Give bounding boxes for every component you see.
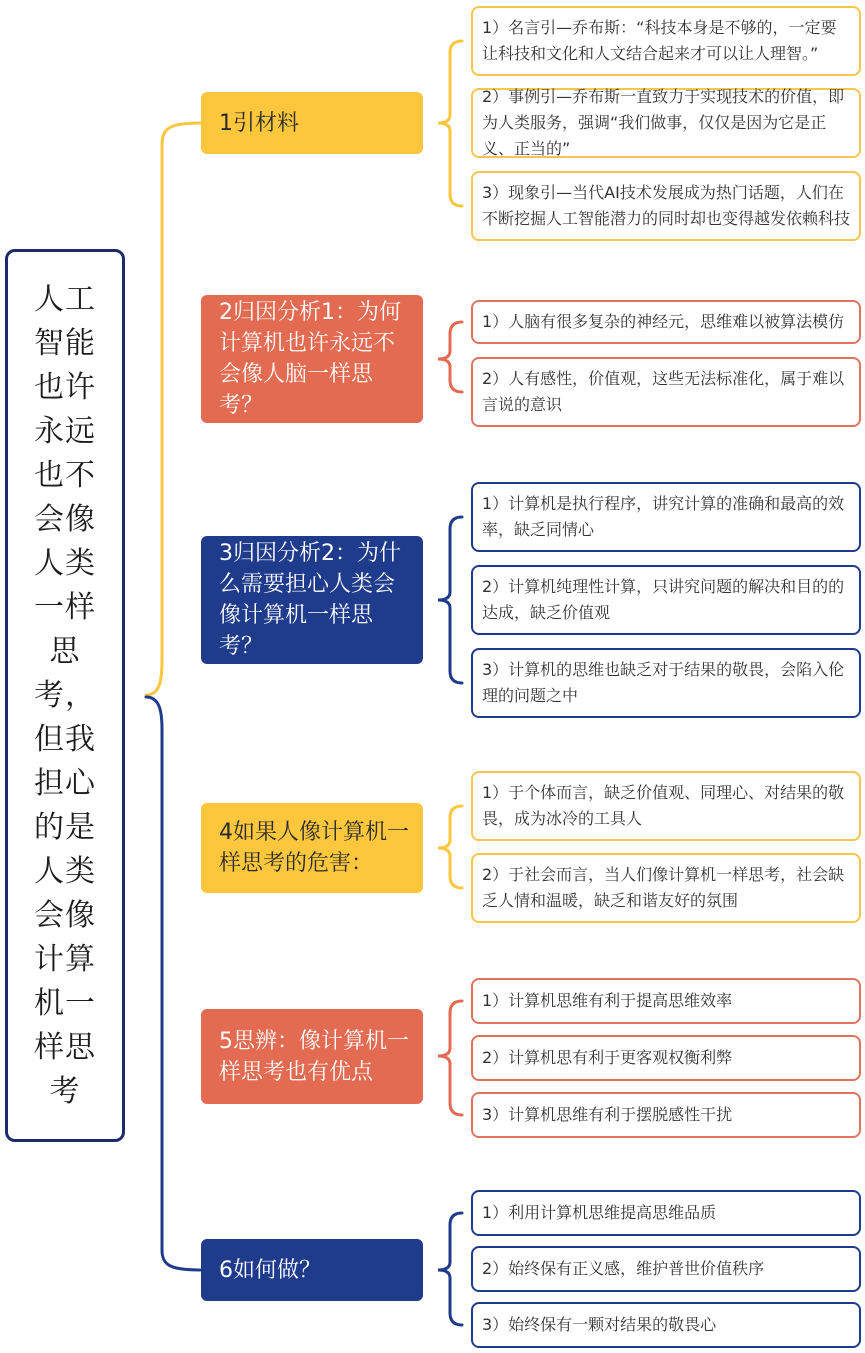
leaf-text: 2）事例引—乔布斯一直致力于实现技术的价值，即为人类服务，强调“我们做事，仅仅是因为它是正义、正当的” (482, 87, 845, 158)
leaf-text: 3）现象引—当代AI技术发展成为热门话题，人们在不断挖掘人工智能潜力的同时却也变得越发依赖科技 (482, 183, 851, 228)
leaf-3-1 (471, 482, 861, 552)
leaf-6-2 (471, 1246, 861, 1292)
connector-root-branch-1 (146, 123, 200, 695)
leaf-5-1 (471, 978, 861, 1024)
root-topic (5, 249, 125, 1142)
branch-2-analysis-1 (201, 295, 423, 423)
leaf-2-2 (471, 357, 861, 427)
leaf-6-3 (471, 1302, 861, 1348)
branch-label: 2归因分析1：为何计算机也许永远不会像人脑一样思考？ (219, 300, 401, 418)
leaf-text: 3）计算机思维有利于摆脱感性干扰 (482, 1105, 733, 1124)
leaf-text: 2）于社会而言，当人们像计算机一样思考，社会缺乏人情和温暖，缺乏和谐友好的氛围 (482, 865, 845, 910)
leaf-6-1 (471, 1190, 861, 1236)
brace-branch-2 (438, 322, 462, 392)
branch-3-analysis-2 (201, 536, 423, 664)
brace-branch-3 (438, 517, 462, 683)
branch-label: 3归因分析2：为什么需要担心人类会像计算机一样思考？ (219, 541, 401, 659)
leaf-text: 1）人脑有很多复杂的神经元，思维难以被算法模仿 (482, 312, 845, 331)
branch-5-debate (201, 1009, 423, 1104)
leaf-1-3 (471, 171, 861, 241)
leaf-text: 3）始终保有一颗对结果的敬畏心 (482, 1315, 717, 1334)
branch-label: 6如何做？ (219, 1257, 321, 1283)
leaf-text: 2）计算机思有利于更客观权衡利弊 (482, 1048, 733, 1067)
branch-6-what-to-do (201, 1239, 423, 1301)
leaf-1-2 (471, 88, 861, 158)
brace-branch-6 (438, 1213, 462, 1325)
leaf-text: 1）名言引—乔布斯：“科技本身是不够的，一定要让科技和文化和人文结合起来才可以让人理智。” (482, 18, 837, 63)
leaf-2-1 (471, 300, 861, 344)
leaf-text: 1）利用计算机思维提高思维品质 (482, 1203, 717, 1222)
leaf-text: 1）计算机思维有利于提高思维效率 (482, 991, 733, 1010)
leaf-1-1 (471, 6, 861, 76)
branch-1-cite-material (201, 92, 423, 154)
leaf-4-2 (471, 853, 861, 923)
branch-4-harm (201, 803, 423, 893)
leaf-text: 1）于个体而言，缺乏价值观、同理心、对结果的敬畏，成为冰冷的工具人 (482, 783, 845, 828)
leaf-text: 2）人有感性，价值观，这些无法标准化，属于难以言说的意识 (482, 369, 845, 414)
leaf-text: 3）计算机的思维也缺乏对于结果的敬畏，会陷入伦理的问题之中 (482, 660, 845, 705)
leaf-text: 2）始终保有正义感，维护普世价值秩序 (482, 1259, 765, 1278)
branch-label: 4如果人像计算机一样思考的危害： (219, 820, 409, 876)
leaf-3-3 (471, 648, 861, 718)
leaf-5-3 (471, 1092, 861, 1138)
leaf-5-2 (471, 1035, 861, 1081)
branch-label: 5思辨：像计算机一样思考也有优点 (219, 1028, 409, 1085)
leaf-3-2 (471, 565, 861, 635)
connector-root-branch-6 (146, 697, 200, 1270)
brace-branch-1 (438, 41, 462, 206)
leaf-text: 1）计算机是执行程序，讲究计算的准确和最高的效率，缺乏同情心 (482, 494, 845, 539)
branch-label: 1引材料 (219, 110, 299, 136)
root-topic-text: 人工智能也许永远也不会像人类一样思考，但我担心的是人类会像计算机一样思考 (34, 281, 96, 1109)
brace-branch-4 (438, 806, 462, 888)
leaf-text: 2）计算机纯理性计算，只讲究问题的解决和目的的达成，缺乏价值观 (482, 577, 845, 622)
leaf-4-1 (471, 771, 861, 841)
brace-branch-5 (438, 1001, 462, 1115)
